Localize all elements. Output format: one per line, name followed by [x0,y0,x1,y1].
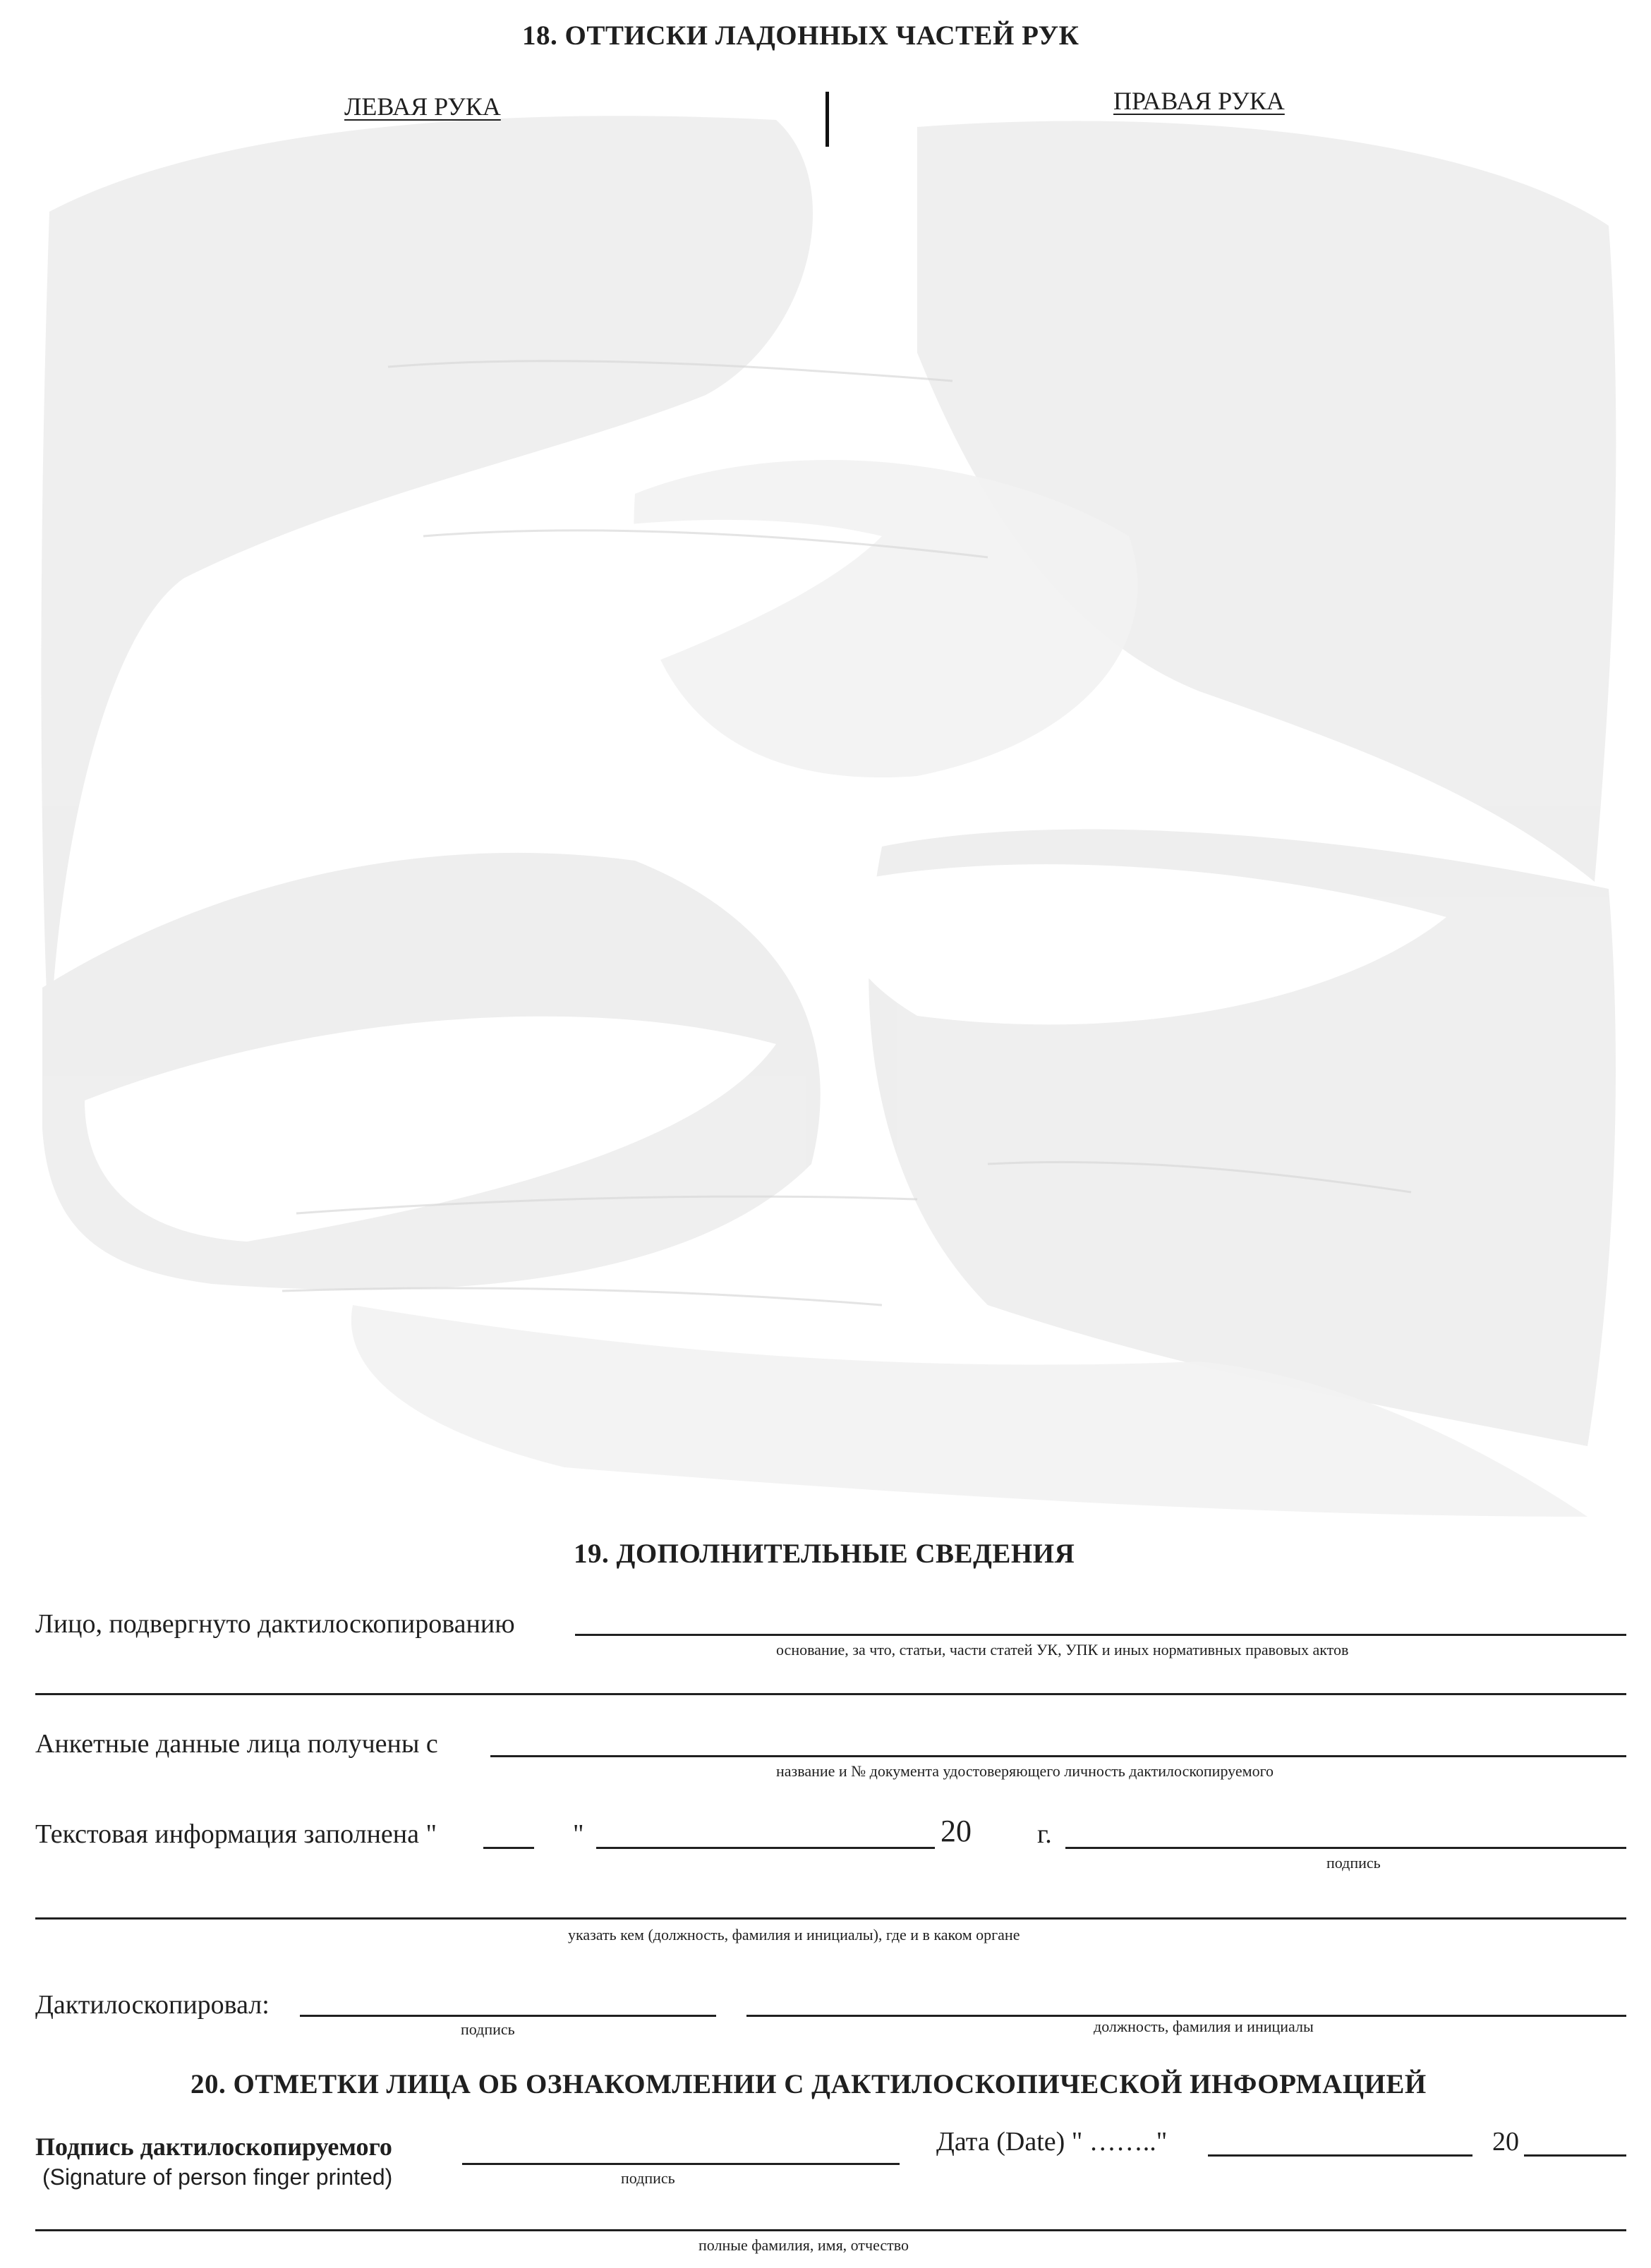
fingerprinted-basis-field[interactable] [575,1634,1626,1636]
section-18-title: 18. ОТТИСКИ ЛАДОННЫХ ЧАСТЕЙ РУК [522,20,1080,51]
right-hand-label: ПРАВАЯ РУКА [1113,87,1285,115]
date-label: Дата (Date) " …….." [936,2127,1168,2157]
subject-signature-label-en: (Signature of person finger printed) [42,2164,393,2190]
subject-signature-label: Подпись дактилоскопируемого [35,2133,392,2161]
personal-data-source-field[interactable] [490,1755,1626,1757]
text-info-signature-field[interactable] [1065,1847,1626,1849]
fingerprinted-by-label: Дактилоскопировал: [35,1990,270,2020]
section-20-title: 20. ОТМЕТКИ ЛИЦА ОБ ОЗНАКОМЛЕНИИ С ДАКТИЛОСКОПИЧЕСКОЙ ИНФОРМАЦИЕЙ [190,2069,1427,2099]
subject-full-name-field[interactable] [35,2229,1626,2231]
fingerprinted-basis-field-continued[interactable] [35,1693,1626,1695]
left-hand-label: ЛЕВАЯ РУКА [344,92,501,121]
text-info-filled-label: Текстовая информация заполнена " [35,1819,437,1849]
subject-signature-caption: подпись [621,2169,675,2187]
fingerprinted-by-position-field[interactable] [746,2015,1626,2017]
text-info-day-field[interactable] [483,1847,534,1849]
text-info-year-prefix: 20 [941,1814,972,1848]
palm-print-area[interactable] [28,152,1623,1464]
text-info-signature-caption: подпись [1326,1854,1381,1872]
fingerprinted-by-position-caption: должность, фамилия и инициалы [1094,2018,1314,2035]
text-info-month-field[interactable] [596,1847,935,1849]
text-info-year-suffix: г. [1037,1819,1052,1849]
fingerprinted-basis-caption: основание, за что, статьи, части статей УК, УПК и иных нормативных правовых актов [776,1641,1349,1658]
hand-divider [826,92,829,147]
subject-full-name-caption: полные фамилия, имя, отчество [698,2236,909,2254]
date-year-prefix: 20 [1492,2127,1519,2157]
fingerprinted-by-signature-field[interactable] [300,2015,716,2017]
date-month-field[interactable] [1208,2154,1472,2157]
personal-data-source-label: Анкетные данные лица получены с [35,1729,438,1759]
date-year-field[interactable] [1524,2154,1626,2157]
fingerprinted-by-signature-caption: подпись [461,2020,515,2038]
text-info-quote-close: " [573,1819,584,1849]
text-info-who-field[interactable] [35,1917,1626,1920]
subject-signature-field[interactable] [462,2163,900,2165]
text-info-who-caption: указать кем (должность, фамилия и инициалы), где и в каком органе [568,1926,1020,1943]
section-19-title: 19. ДОПОЛНИТЕЛЬНЫЕ СВЕДЕНИЯ [574,1539,1075,1569]
fingerprinted-basis-label: Лицо, подвергнуто дактилоскопированию [35,1609,515,1639]
personal-data-source-caption: название и № документа удостоверяющего личность дактилоскопируемого [776,1762,1274,1780]
